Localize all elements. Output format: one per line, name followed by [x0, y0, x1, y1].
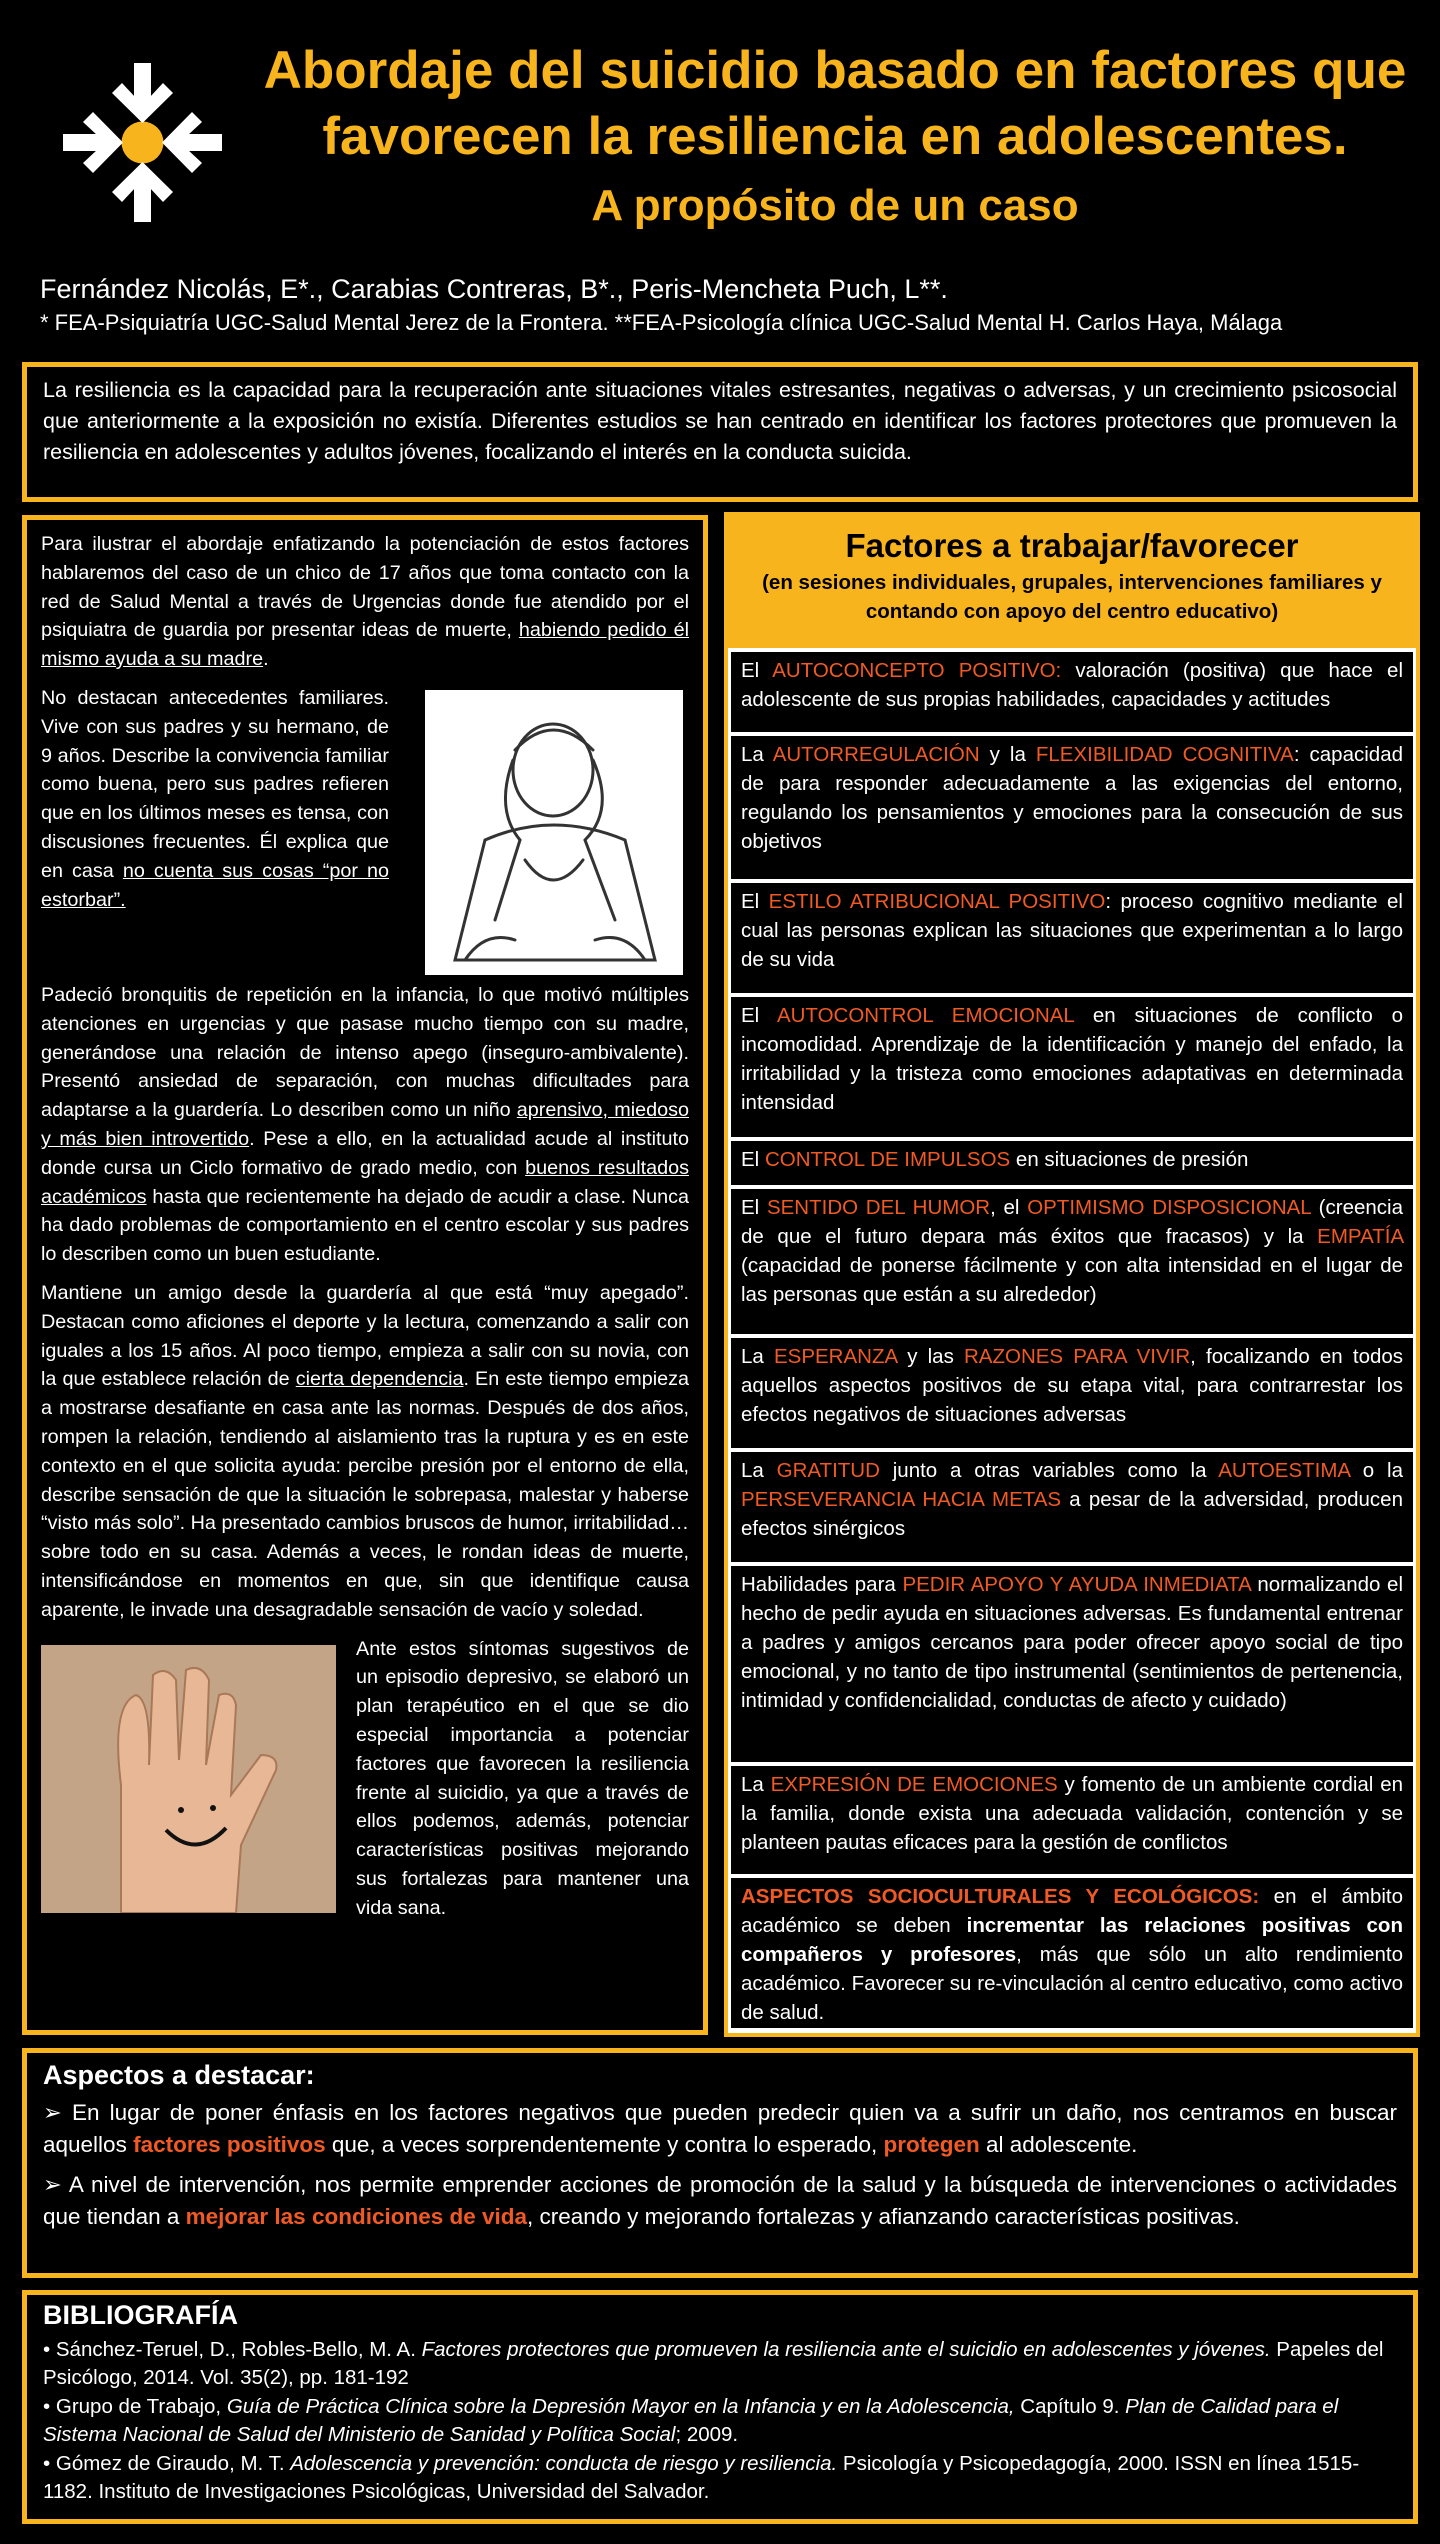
highlight-1: ➢ En lugar de poner énfasis en los factores negativos que pueden predecir quien va a sufrir un daño, nos centramos en buscar aquellos factores positivos que, a veces sorprendentemente y contra lo esperado, protegen al adolescente. — [43, 2100, 1397, 2157]
factor-gratitud: La GRATITUD junto a otras variables como la AUTOESTIMA o la PERSEVERANCIA HACIA METAS a pesar de la adversidad, producen efectos sinérgicos — [731, 1452, 1413, 1562]
case-paragraph-5: Ante estos síntomas sugestivos de un episodio depresivo, se elaboró un plan terapéutico en el que se dio especial importancia a potenciar factores que favorecen la resiliencia frente al suicidio, ya que a través de ellos podemos, además, potenciar características positivas mejorando sus fortalezas para mantener una vida sana. — [356, 1637, 689, 1919]
factors-panel — [724, 512, 1420, 2037]
factor-socioculturales: ASPECTOS SOCIOCULTURALES Y ECOLÓGICOS: en el ámbito académico se deben incrementar las relaciones positivas con compañeros y profesores, más que sólo un alto rendimiento académico. Favorecer su re-vinculación al centro educativo, como activo de salud. — [731, 1878, 1413, 2028]
reference-2: • Grupo de Trabajo, Guía de Práctica Clínica sobre la Depresión Mayor en la Infancia y en la Adolescencia, Capítulo 9. Plan de Calidad para el Sistema Nacional de Salud del Ministerio de Sanidad y Política Social; 2009. — [43, 2394, 1339, 2446]
arrow-bullet-icon: ➢ — [43, 2100, 72, 2125]
poster-title — [260, 38, 1410, 242]
factor-esperanza: La ESPERANZA y las RAZONES PARA VIVIR, focalizando en todos aquellos aspectos positivos de su etapa vital, para contrarrestar los efectos negativos de situaciones adversas — [731, 1338, 1413, 1448]
factors-subtitle: (en sesiones individuales, grupales, intervenciones familiares y contando con apoyo del centro educativo) — [762, 571, 1382, 623]
reference-1: • Sánchez-Teruel, D., Robles-Bello, M. A. Factores protectores que promueven la resiliencia ante el suicidio en adolescentes y jóvenes. Papeles del Psicólogo, 2014. Vol. 35(2), pp. 181-192 — [43, 2337, 1384, 2389]
factor-humor-optimismo: El SENTIDO DEL HUMOR, el OPTIMISMO DISPOSICIONAL (creencia de que el futuro depara más éxitos que fracasos) y la EMPATÍA (capacidad de ponerse fácilmente y con alta intensidad en el lugar de las personas que están a su alrededor) — [731, 1189, 1413, 1334]
poster-subtitle: A propósito de un caso — [591, 181, 1079, 230]
authors: Fernández Nicolás, E*., Carabias Contreras, B*., Peris-Mencheta Puch, L**. — [40, 274, 948, 304]
title-line-2: favorecen la resiliencia en adolescentes. — [322, 107, 1348, 166]
factors-title: Factores a trabajar/favorecer — [845, 527, 1299, 564]
reference-3: • Gómez de Giraudo, M. T. Adolescencia y prevención: conducta de riesgo y resiliencia. Psicología y Psicopedagogía, 2000. ISSN en línea 1515-1182. Instituto de Investigaciones Psicológicas, Universidad del Salvador. — [43, 2451, 1360, 2503]
title-line-1: Abordaje del suicidio basado en factores que — [263, 41, 1407, 100]
factor-autoconcepto: El AUTOCONCEPTO POSITIVO: valoración (positiva) que hace el adolescente de sus propias habilidades, capacidades y actitudes — [731, 652, 1413, 732]
smiley-hand-photo-icon — [41, 1645, 336, 1913]
bibliography-box — [22, 2290, 1418, 2524]
factor-autorregulacion: La AUTORREGULACIÓN y la FLEXIBILIDAD COGNITIVA: capacidad de para responder adecuadamente a las exigencias del entorno, regulando los pensamientos y emociones para la consecución de sus objetivos — [731, 736, 1413, 879]
factors-header — [728, 516, 1416, 648]
factor-estilo-atribucional: El ESTILO ATRIBUCIONAL POSITIVO: proceso cognitivo mediante el cual las personas explican las situaciones que experimentan a lo largo de su vida — [731, 883, 1413, 993]
sad-boy-sketch-icon — [425, 690, 683, 975]
case-paragraph-4: Mantiene un amigo desde la guardería al que está “muy apegado”. Destacan como aficiones el deporte y la lectura, comenzando a salir con iguales a los 15 años. Al poco tiempo, empieza a salir con su novia, con la que establece relación de cierta dependencia. En este tiempo empieza a mostrarse desafiante en casa ante las normas. Después de dos años, rompen la relación, tendiendo al aislamiento tras la ruptura y es en este contexto en el que solicita ayuda: percibe presión por el entorno de ella, describe sensación de que la situación le sobrepasa, malestar y haberse “visto más solo”. Ha presentado cambios bruscos de humor, irritabilidad… sobre todo en su casa. Además a veces, le rondan ideas de muerte, intensificándose en momentos en que, sin que identifique causa aparente, le invade una desagradable sensación de vacío y soledad. — [41, 1281, 689, 1621]
case-paragraph-3: Padeció bronquitis de repetición en la infancia, lo que motivó múltiples atenciones en urgencias y que pasase mucho tiempo con su madre, generándose una relación de intenso apego (inseguro-ambivalente). Presentó ansiedad de separación, con muchas dificultades para adaptarse a la guardería. Lo describen como un niño aprensivo, miedoso y más bien introvertido. Pese a ello, en la actualidad acude al instituto donde cursa un Ciclo formativo de grado medio, con buenos resultados académicos hasta que recientemente ha dejado de acudir a clase. Nunca ha dado problemas de comportamiento en el centro escolar y sus padres lo describen como un buen estudiante. — [41, 983, 690, 1266]
logo-icon — [55, 55, 230, 230]
highlights-title: Aspectos a destacar: — [43, 2060, 315, 2090]
case-column — [22, 515, 708, 2035]
affiliations: * FEA-Psiquiatría UGC-Salud Mental Jerez de la Frontera. **FEA-Psicología clínica UGC-Salud Mental H. Carlos Haya, Málaga — [40, 310, 1283, 335]
factor-expresion-emociones: La EXPRESIÓN DE EMOCIONES y fomento de un ambiente cordial en la familia, donde exista una adecuada validación, contención y se planteen pautas eficaces para la gestión de conflictos — [731, 1766, 1413, 1874]
factor-autocontrol: El AUTOCONTROL EMOCIONAL en situaciones de conflicto o incomodidad. Aprendizaje de la identificación y manejo del enfado, la irritabilidad y la tristeza como emociones adaptativas en determinada intensidad — [731, 997, 1413, 1137]
highlights-box — [22, 2048, 1418, 2278]
factor-pedir-apoyo: Habilidades para PEDIR APOYO Y AYUDA INMEDIATA normalizando el hecho de pedir ayuda en situaciones adversas. Es fundamental entrenar a padres y amigos cercanos para poder ofrecer apoyo social de tipo emocional, y no tanto de tipo instrumental (sentimientos de pertenencia, intimidad y confidencialidad, conductas de afecto y cuidado) — [731, 1566, 1413, 1762]
intro-box: La resiliencia es la capacidad para la recuperación ante situaciones vitales estresantes, negativas o adversas, y un crecimiento psicosocial que anteriormente a la exposición no existía. Diferentes estudios se han centrado en identificar los factores protectores que promueven la resiliencia en adolescentes y adultos jóvenes, focalizando el interés en la conducta suicida. — [22, 362, 1418, 502]
case-paragraph-2: No destacan antecedentes familiares. Vive con sus padres y su hermano, de 9 años. Describe la convivencia familiar como buena, pero sus padres refieren que en los últimos meses es tensa, con discusiones frecuentes. Él explica que en casa no cuenta sus cosas “por no estorbar”. — [41, 686, 389, 911]
arrow-bullet-icon: ➢ — [43, 2172, 69, 2197]
highlight-2: ➢ A nivel de intervención, nos permite emprender acciones de promoción de la salud y la búsqueda de intervenciones o actividades que tiendan a mejorar las condiciones de vida, creando y mejorando fortalezas y afianzando características positivas. — [43, 2172, 1398, 2229]
case-paragraph-1: Para ilustrar el abordaje enfatizando la potenciación de estos factores hablaremos del caso de un chico de 17 años que toma contacto con la red de Salud Mental a través de Urgencias donde fue atendido por el psiquiatra de guardia por presentar ideas de muerte, habiendo pedido él mismo ayuda a su madre. — [41, 533, 689, 671]
bibliography-title: BIBLIOGRAFÍA — [43, 2300, 238, 2330]
factor-control-impulsos: El CONTROL DE IMPULSOS en situaciones de presión — [731, 1141, 1413, 1185]
